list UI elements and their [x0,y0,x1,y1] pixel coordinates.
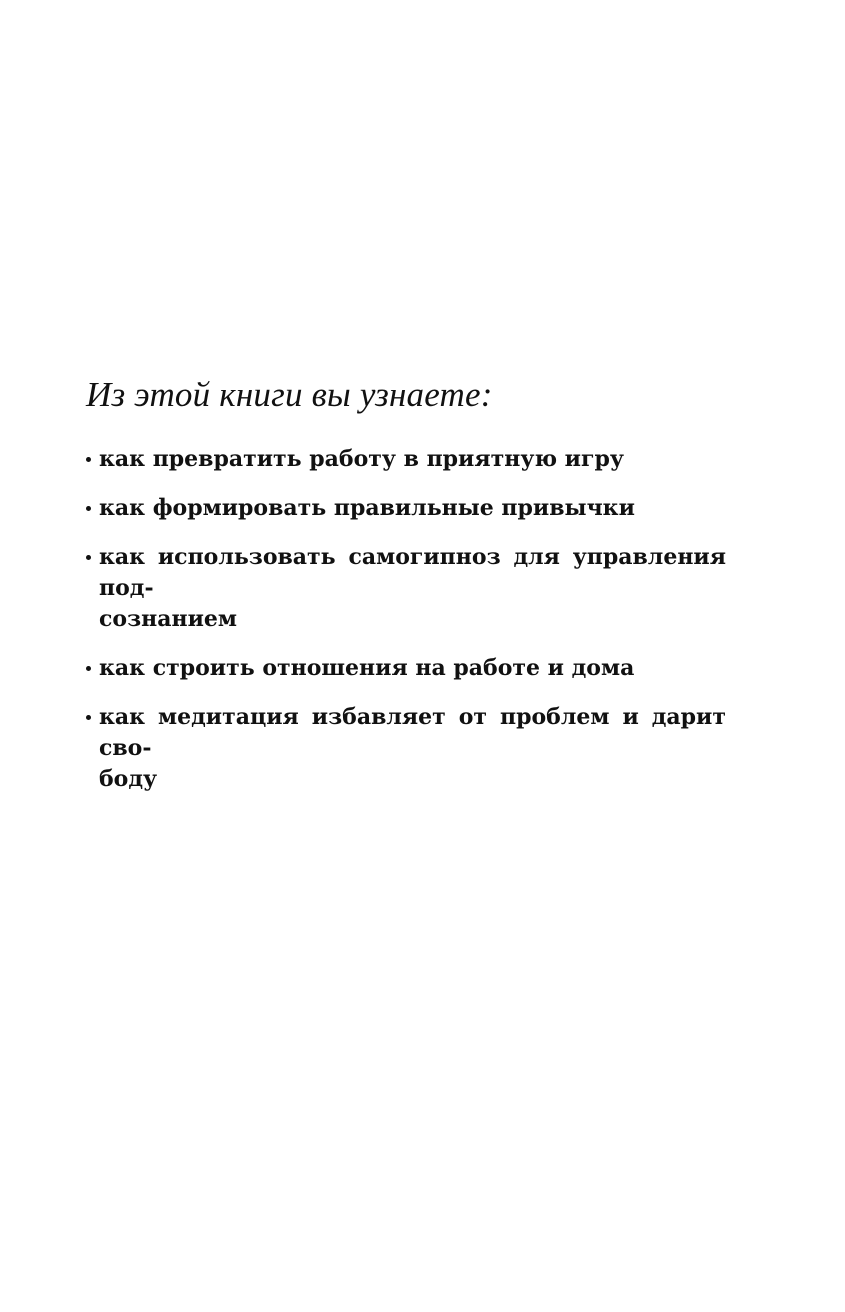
list-item [86,653,726,684]
list-item-text-line-2: сознанием [99,606,237,632]
list-item-text-line-1: как медитация избавляет от проблем и дарит сво- [99,704,726,761]
list-item-text-line-2: боду [99,766,158,792]
promo-block [86,372,726,813]
list-item-text-line-1: как использовать самогипноз для управления под- [99,544,726,601]
list-item [86,542,726,635]
list-item [86,444,726,475]
list-item-text: как превратить работу в приятную игру [99,446,624,472]
benefits-list [86,444,726,795]
bullet-icon [86,506,91,511]
page-heading: Из этой книги вы узнаете: [86,375,493,414]
list-item [86,702,726,795]
list-item [86,493,726,524]
list-item-text: как строить отношения на работе и дома [99,655,635,681]
bullet-icon [86,715,91,720]
bullet-icon [86,457,91,462]
bullet-icon [86,666,91,671]
bullet-icon [86,555,91,560]
list-item-text: как формировать правильные привычки [99,495,635,521]
